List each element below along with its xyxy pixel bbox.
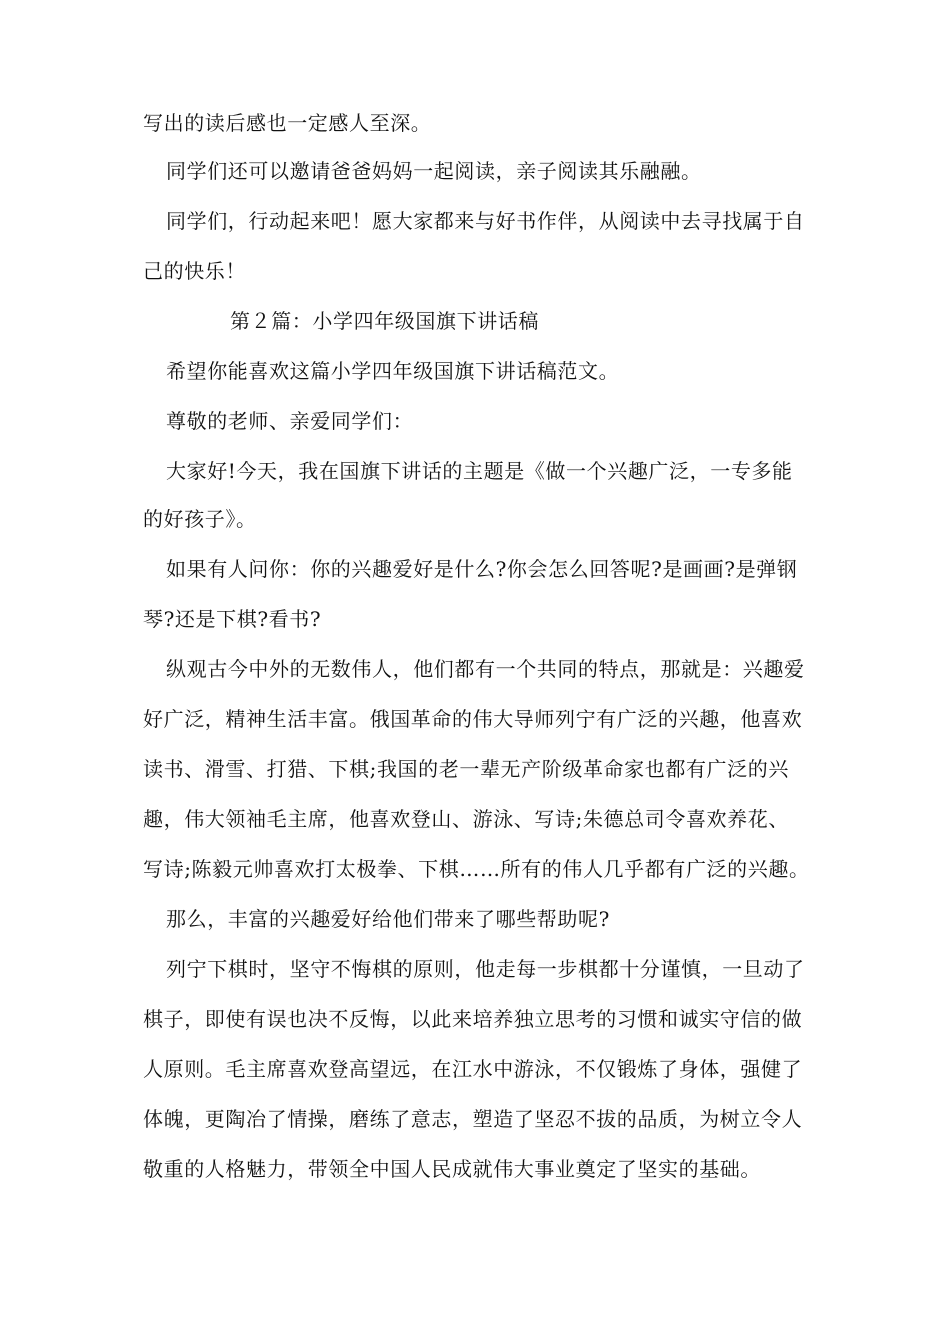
text-line: 写诗;陈毅元帅喜欢打太极拳、下棋……所有的伟人几乎都有广泛的兴趣。 xyxy=(143,857,810,881)
text-line: 纵观古今中外的无数伟人，他们都有一个共同的特点，那就是：兴趣爱 xyxy=(166,657,805,681)
text-line: 琴?还是下棋?看书? xyxy=(143,607,322,631)
text-line: 棋子，即使有误也决不反悔，以此来培养独立思考的习惯和诚实守信的做 xyxy=(143,1007,803,1031)
text-line: 己的快乐！ xyxy=(143,259,246,283)
text-line: 大家好!今天，我在国旗下讲话的主题是《做一个兴趣广泛，一专多能 xyxy=(166,459,793,483)
text-line: 如果有人问你：你的兴趣爱好是什么?你会怎么回答呢?是画画?是弹钢 xyxy=(166,557,798,581)
text-line: 同学们，行动起来吧！愿大家都来与好书作伴，从阅读中去寻找属于自 xyxy=(166,209,805,233)
text-line: 的好孩子》。 xyxy=(143,507,257,531)
text-line: 体魄，更陶冶了情操，磨练了意志，塑造了坚忍不拔的品质，为树立令人 xyxy=(143,1107,803,1131)
text-line: 希望你能喜欢这篇小学四年级国旗下讲话稿范文。 xyxy=(166,359,620,383)
text-line: 好广泛，精神生活丰富。俄国革命的伟大导师列宁有广泛的兴趣，他喜欢 xyxy=(143,707,803,731)
text-line: 同学们还可以邀请爸爸妈妈一起阅读，亲子阅读其乐融融。 xyxy=(166,159,702,183)
section-heading: 第２篇：小学四年级国旗下讲话稿 xyxy=(230,309,539,333)
text-line: 人原则。毛主席喜欢登高望远，在江水中游泳，不仅锻炼了身体，强健了 xyxy=(143,1057,803,1081)
text-line: 那么，丰富的兴趣爱好给他们带来了哪些帮助呢? xyxy=(166,907,610,931)
text-line: 趣，伟大领袖毛主席，他喜欢登山、游泳、写诗;朱德总司令喜欢养花、 xyxy=(143,807,789,831)
text-line: 列宁下棋时，坚守不悔棋的原则，他走每一步棋都十分谨慎，一旦动了 xyxy=(166,957,805,981)
text-line: 读书、滑雪、打猎、下棋;我国的老一辈无产阶级革命家也都有广泛的兴 xyxy=(143,757,789,781)
text-line: 写出的读后感也一定感人至深。 xyxy=(143,111,432,135)
text-line: 敬重的人格魅力，带领全中国人民成就伟大事业奠定了坚实的基础。 xyxy=(143,1157,761,1181)
text-line: 尊敬的老师、亲爱同学们： xyxy=(166,409,414,433)
